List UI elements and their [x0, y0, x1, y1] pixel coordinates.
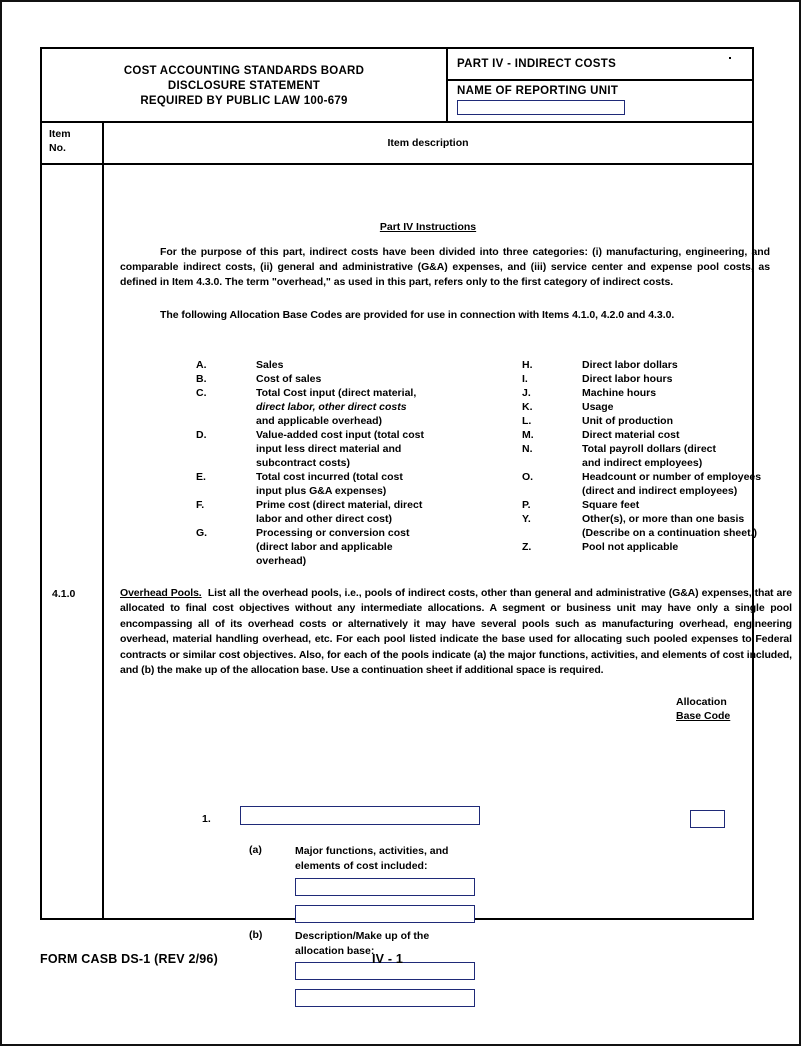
item-number-column — [42, 165, 104, 918]
column-header-row — [42, 123, 752, 165]
code-letter: M. — [522, 429, 534, 441]
allocation-base-code-heading-line1: Allocation — [676, 696, 727, 708]
sub-item-a-line2: elements of cost included: — [295, 859, 428, 872]
column-header-item-no — [42, 123, 104, 163]
code-letter: C. — [196, 387, 207, 399]
code-letter: O. — [522, 471, 534, 483]
code-text-line2: (Describe on a continuation sheet.) — [582, 527, 758, 539]
code-letter: A. — [196, 359, 207, 371]
code-letter: I. — [522, 373, 528, 385]
item-description-column — [104, 165, 793, 957]
code-text: Unit of production — [582, 415, 673, 427]
list-item — [196, 526, 486, 568]
code-letter: K. — [522, 401, 533, 413]
code-text: Headcount or number of employees — [582, 471, 762, 483]
code-text: Machine hours — [582, 387, 657, 399]
list-item — [522, 414, 801, 428]
part-header-block — [448, 49, 752, 121]
code-text: Usage — [582, 401, 614, 413]
item-4-1-0-description — [120, 586, 792, 678]
reporting-unit-input[interactable] — [457, 100, 625, 115]
code-letter: G. — [196, 527, 208, 539]
part-title: PART IV - INDIRECT COSTS — [457, 58, 617, 70]
code-letter: Y. — [522, 513, 531, 525]
list-item — [522, 428, 801, 442]
agency-title-line-1: COST ACCOUNTING STANDARDS BOARD — [123, 64, 365, 77]
code-text: Cost of sales — [256, 373, 322, 385]
allocation-base-code-heading-line2: Base Code — [676, 710, 731, 722]
agency-title-block — [42, 49, 448, 121]
list-item — [522, 358, 801, 372]
list-item — [196, 470, 486, 498]
code-text-line2: labor and other direct cost) — [256, 513, 392, 525]
code-text: Direct labor dollars — [582, 359, 678, 371]
sub-item-a-text — [295, 844, 448, 873]
sub-item-b-line1: Description/Make up of the — [295, 930, 430, 942]
code-text: Processing or conversion cost — [256, 527, 410, 539]
code-text-line3: subcontract costs) — [256, 457, 350, 469]
code-text-line2: (direct labor and applicable — [256, 541, 393, 553]
code-text-line3: and applicable overhead) — [256, 415, 383, 427]
code-letter: H. — [522, 359, 533, 371]
code-letter: L. — [522, 415, 532, 427]
allocation-base-code-heading — [676, 695, 730, 723]
code-letter: B. — [196, 373, 207, 385]
footer-form-id: FORM CASB DS-1 (REV 2/96) — [40, 952, 218, 966]
instructions-paragraph-2-text: The following Allocation Base Codes are provided for use in connection with Items 4.1.0, 4.2.0 and 4.3.0. — [160, 309, 675, 321]
code-text-line3: overhead) — [256, 555, 307, 567]
list-item — [522, 372, 801, 386]
code-text-line2: input less direct material and — [256, 443, 402, 455]
form-body-row — [42, 165, 793, 957]
pool-number-1: 1. — [202, 813, 211, 825]
code-text: Total cost incurred (total cost — [256, 471, 403, 483]
list-item — [196, 358, 486, 372]
list-item — [522, 386, 801, 400]
column-header-item-description-label: Item description — [387, 137, 469, 149]
list-item — [196, 386, 486, 428]
code-text: Value-added cost input (total cost — [256, 429, 425, 441]
code-letter: Z. — [522, 541, 532, 553]
allocation-base-codes-right-column — [522, 358, 801, 554]
instructions-paragraph-2 — [120, 308, 770, 323]
code-text-line2: and indirect employees) — [582, 457, 703, 469]
item-number-4-1-0: 4.1.0 — [52, 588, 76, 600]
instructions-paragraph-1 — [120, 245, 770, 291]
column-header-item-no-line2: No. — [49, 142, 66, 154]
code-text: Pool not applicable — [582, 541, 679, 553]
column-header-item-no-line1: Item — [49, 128, 71, 140]
part-title-cell — [448, 49, 752, 81]
list-item — [522, 512, 801, 540]
code-text: Total Cost input (direct material, — [256, 387, 417, 399]
sub-item-b-marker: (b) — [249, 929, 263, 941]
sub-item-b-field-2[interactable] — [295, 989, 475, 1007]
sub-item-b-line2: allocation base: — [295, 944, 375, 957]
code-text: Direct labor hours — [582, 373, 673, 385]
list-item — [196, 372, 486, 386]
code-letter: D. — [196, 429, 207, 441]
code-text-line2: input plus G&A expenses) — [256, 485, 387, 497]
sub-item-a-field-2[interactable] — [295, 905, 475, 923]
column-header-item-description — [104, 123, 752, 163]
list-item — [522, 400, 801, 414]
list-item — [522, 498, 801, 512]
code-text: Square feet — [582, 499, 640, 511]
code-letter: P. — [522, 499, 531, 511]
list-item — [196, 428, 486, 470]
code-text: Total payroll dollars (direct — [582, 443, 716, 455]
agency-title-line-2: DISCLOSURE STATEMENT — [167, 79, 321, 92]
code-text-line2: (direct and indirect employees) — [582, 485, 738, 497]
code-text-line2: direct labor, other direct costs — [256, 401, 407, 413]
code-text: Direct material cost — [582, 429, 680, 441]
instructions-paragraph-1-text: For the purpose of this part, indirect costs have been divided into three categories: (i) manufacturing, engineering, and comparable indirect costs, (ii) general and administrative (G&A) expenses, and (iii) service center and expense pool costs, as defined in Item 4.3.0. The term "overhead," as used in this part, refers only to the first category of indirect costs. — [120, 246, 770, 289]
item-4-1-0-body-text: List all the overhead pools, i.e., pools of indirect costs, other than general and administrative (G&A) expenses, that are allocated to final cost objectives without any intermediate allocations. A segment or business unit may have only a single pool encompassing all of its overhead costs or alternatively it may have several pools such as manufacturing overhead, engineering overhead, material handling overhead, etc. For each pool listed indicate the base used for allocating such pooled expenses to Federal contracts or similar cost objectives. Also, for each of the pools indicate (a) the major functions, activities, and elements of cost included, and (b) the make up of the allocation base. Use a continuation sheet if additional space is required. — [120, 587, 793, 677]
sub-item-a-line1: Major functions, activities, and — [295, 845, 449, 857]
reporting-unit-cell — [448, 81, 752, 121]
reporting-unit-label: NAME OF REPORTING UNIT — [457, 85, 619, 97]
list-item — [522, 470, 801, 498]
code-text: Other(s), or more than one basis — [582, 513, 745, 525]
form-table — [40, 47, 793, 957]
sub-item-a-field-1[interactable] — [295, 878, 475, 896]
pool-1-allocation-base-code-input[interactable] — [690, 810, 725, 828]
pool-1-name-input[interactable] — [240, 806, 480, 825]
code-letter: F. — [196, 499, 205, 511]
footer-page-number: IV - 1 — [372, 952, 404, 966]
instructions-title: Part IV Instructions — [379, 221, 477, 233]
sub-item-a-marker: (a) — [249, 844, 262, 856]
allocation-base-codes-left-column — [196, 358, 486, 568]
list-item — [522, 540, 801, 554]
agency-title-line-3: REQUIRED BY PUBLIC LAW 100-679 — [140, 94, 348, 107]
form-header-row — [42, 49, 752, 123]
item-4-1-0-heading: Overhead Pools. — [120, 587, 202, 599]
code-letter: J. — [522, 387, 531, 399]
code-text: Prime cost (direct material, direct — [256, 499, 423, 511]
list-item — [522, 442, 801, 470]
code-text: Sales — [256, 359, 284, 371]
code-letter: N. — [522, 443, 533, 455]
sub-item-b-text — [295, 929, 429, 958]
code-letter: E. — [196, 471, 206, 483]
list-item — [196, 498, 486, 526]
